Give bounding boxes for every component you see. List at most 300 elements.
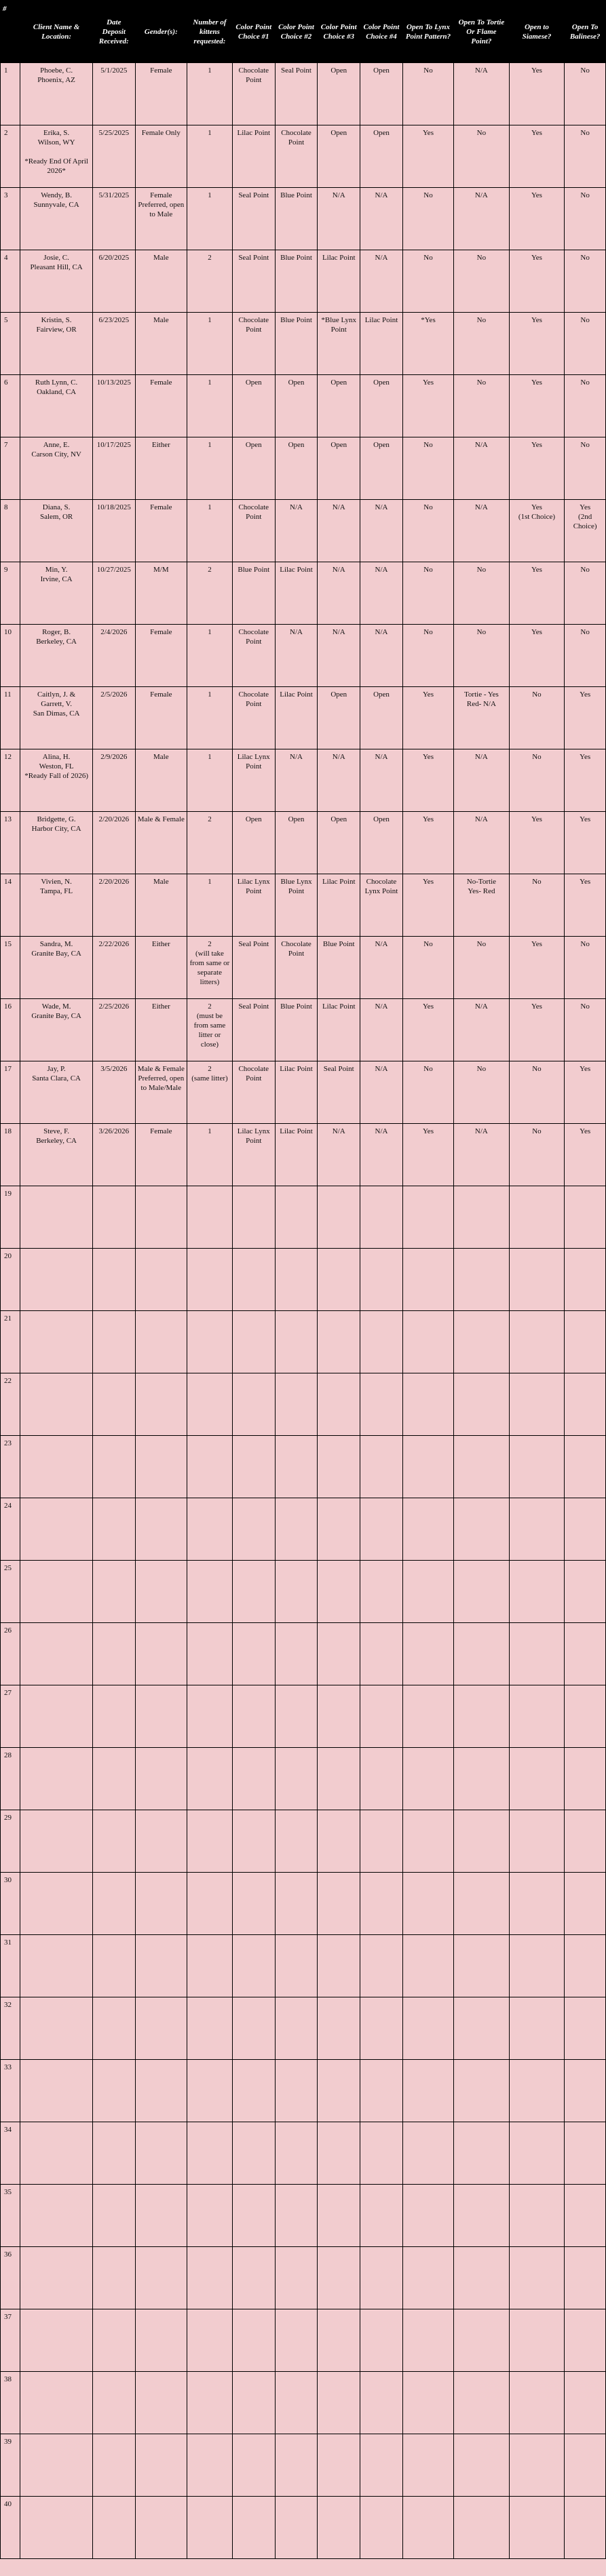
cell-number-of-kittens: [187, 1748, 232, 1810]
cell-open-to-lynx-point: No: [402, 500, 453, 562]
cell-open-to-tortie-flame: [454, 1935, 510, 1997]
cell-open-to-balinese: [565, 1561, 606, 1623]
header-open-to-tortie-flame: Open To Tortie Or Flame Point?: [454, 1, 510, 63]
cell-number-of-kittens: [187, 1249, 232, 1311]
cell-color-point-choice-3: Blue Point: [318, 937, 360, 999]
cell-color-point-choice-3: Open: [318, 437, 360, 500]
cell-number-of-kittens: [187, 2497, 232, 2559]
cell-open-to-lynx-point: [402, 1810, 453, 1873]
cell-color-point-choice-2: Blue Point: [275, 313, 318, 375]
header-color-point-choice-2: Color Point Choice #2: [275, 1, 318, 63]
cell-client-name-location: [20, 2309, 93, 2372]
cell-open-to-balinese: Yes: [565, 749, 606, 812]
cell-date-deposit-received: 2/9/2026: [92, 749, 135, 812]
cell-client-name-location: Steve, F. Berkeley, CA: [20, 1124, 93, 1186]
cell-color-point-choice-1: Seal Point: [232, 999, 275, 1061]
cell-genders: [135, 1498, 187, 1561]
cell-color-point-choice-3: N/A: [318, 625, 360, 687]
table-row: [1, 1810, 606, 1873]
cell-color-point-choice-2: N/A: [275, 749, 318, 812]
cell-color-point-choice-1: Open: [232, 375, 275, 437]
cell-genders: [135, 1748, 187, 1810]
cell-genders: Female: [135, 1124, 187, 1186]
cell-open-to-balinese: [565, 2060, 606, 2122]
cell-open-to-siamese: [509, 1997, 565, 2060]
cell-open-to-siamese: Yes: [509, 313, 565, 375]
cell-date-deposit-received: [92, 1997, 135, 2060]
cell-open-to-lynx-point: No: [402, 562, 453, 625]
cell-open-to-siamese: Yes: [509, 63, 565, 125]
cell-color-point-choice-3: [318, 1935, 360, 1997]
cell-genders: [135, 1997, 187, 2060]
cell-color-point-choice-2: Open: [275, 437, 318, 500]
cell-color-point-choice-4: [360, 1186, 403, 1249]
cell-number-of-kittens: 1: [187, 874, 232, 937]
cell-open-to-balinese: No: [565, 999, 606, 1061]
cell-open-to-lynx-point: [402, 1748, 453, 1810]
cell-row-number: 12: [1, 749, 20, 812]
cell-color-point-choice-4: Chocolate Lynx Point: [360, 874, 403, 937]
cell-row-number: 35: [1, 2185, 20, 2247]
cell-client-name-location: Erika, S. Wilson, WY *Ready End Of April 2026*: [20, 125, 93, 188]
cell-row-number: 2: [1, 125, 20, 188]
cell-color-point-choice-2: [275, 2185, 318, 2247]
cell-row-number: 24: [1, 1498, 20, 1561]
cell-color-point-choice-3: Open: [318, 125, 360, 188]
cell-color-point-choice-2: [275, 1561, 318, 1623]
cell-color-point-choice-4: [360, 1685, 403, 1748]
cell-color-point-choice-3: [318, 1373, 360, 1436]
cell-color-point-choice-3: [318, 1685, 360, 1748]
cell-genders: Female Preferred, open to Male: [135, 188, 187, 250]
cell-number-of-kittens: [187, 1186, 232, 1249]
cell-open-to-tortie-flame: No-Tortie Yes- Red: [454, 874, 510, 937]
table-row: [1, 999, 606, 1061]
cell-client-name-location: [20, 1561, 93, 1623]
cell-number-of-kittens: [187, 1997, 232, 2060]
cell-date-deposit-received: [92, 1186, 135, 1249]
cell-client-name-location: Wendy, B. Sunnyvale, CA: [20, 188, 93, 250]
cell-color-point-choice-2: [275, 1748, 318, 1810]
table-row: [1, 2497, 606, 2559]
cell-open-to-balinese: [565, 2185, 606, 2247]
cell-genders: [135, 2372, 187, 2434]
cell-date-deposit-received: [92, 1498, 135, 1561]
cell-open-to-lynx-point: Yes: [402, 749, 453, 812]
table-row: [1, 437, 606, 500]
cell-color-point-choice-1: [232, 2309, 275, 2372]
cell-row-number: 11: [1, 687, 20, 749]
cell-open-to-siamese: Yes: [509, 188, 565, 250]
cell-open-to-siamese: Yes: [509, 812, 565, 874]
cell-open-to-balinese: [565, 2372, 606, 2434]
table-row: [1, 874, 606, 937]
table-row: [1, 1061, 606, 1124]
table-row: [1, 2122, 606, 2185]
cell-open-to-tortie-flame: N/A: [454, 63, 510, 125]
cell-client-name-location: [20, 1685, 93, 1748]
cell-open-to-balinese: No: [565, 562, 606, 625]
cell-open-to-lynx-point: No: [402, 937, 453, 999]
cell-client-name-location: Kristin, S. Fairview, OR: [20, 313, 93, 375]
cell-row-number: 25: [1, 1561, 20, 1623]
cell-color-point-choice-1: [232, 2434, 275, 2497]
cell-genders: Female Only: [135, 125, 187, 188]
cell-open-to-lynx-point: No: [402, 625, 453, 687]
header-client-name-location: Client Name & Location:: [20, 1, 93, 63]
cell-open-to-siamese: [509, 2434, 565, 2497]
cell-open-to-tortie-flame: [454, 1311, 510, 1373]
cell-color-point-choice-1: Lilac Lynx Point: [232, 874, 275, 937]
cell-date-deposit-received: [92, 2309, 135, 2372]
cell-color-point-choice-1: Chocolate Point: [232, 63, 275, 125]
cell-open-to-tortie-flame: [454, 1186, 510, 1249]
cell-row-number: 16: [1, 999, 20, 1061]
cell-color-point-choice-2: Blue Point: [275, 188, 318, 250]
cell-open-to-siamese: [509, 1561, 565, 1623]
cell-color-point-choice-1: [232, 1623, 275, 1685]
cell-number-of-kittens: [187, 2434, 232, 2497]
cell-open-to-siamese: No: [509, 874, 565, 937]
cell-open-to-lynx-point: [402, 1561, 453, 1623]
cell-color-point-choice-2: Chocolate Point: [275, 937, 318, 999]
cell-color-point-choice-1: Chocolate Point: [232, 1061, 275, 1124]
cell-genders: Male & Female Preferred, open to Male/Male: [135, 1061, 187, 1124]
cell-date-deposit-received: 2/5/2026: [92, 687, 135, 749]
cell-color-point-choice-2: Lilac Point: [275, 1061, 318, 1124]
cell-color-point-choice-4: [360, 2247, 403, 2309]
cell-color-point-choice-3: [318, 1561, 360, 1623]
table-row: [1, 1873, 606, 1935]
cell-open-to-tortie-flame: [454, 1249, 510, 1311]
cell-open-to-balinese: [565, 2497, 606, 2559]
cell-open-to-tortie-flame: [454, 2434, 510, 2497]
cell-genders: [135, 2309, 187, 2372]
cell-open-to-lynx-point: [402, 1186, 453, 1249]
cell-open-to-balinese: Yes (2nd Choice): [565, 500, 606, 562]
cell-client-name-location: Alina, H. Weston, FL *Ready Fall of 2026): [20, 749, 93, 812]
cell-open-to-balinese: [565, 1873, 606, 1935]
cell-open-to-lynx-point: No: [402, 63, 453, 125]
cell-date-deposit-received: [92, 2372, 135, 2434]
cell-row-number: 4: [1, 250, 20, 313]
cell-color-point-choice-3: [318, 2122, 360, 2185]
cell-genders: [135, 2185, 187, 2247]
table-row: [1, 1249, 606, 1311]
cell-client-name-location: [20, 1997, 93, 2060]
cell-genders: Either: [135, 437, 187, 500]
cell-open-to-balinese: No: [565, 188, 606, 250]
cell-date-deposit-received: 6/20/2025: [92, 250, 135, 313]
cell-genders: Either: [135, 999, 187, 1061]
header-color-point-choice-1: Color Point Choice #1: [232, 1, 275, 63]
cell-open-to-tortie-flame: N/A: [454, 500, 510, 562]
cell-color-point-choice-1: Chocolate Point: [232, 500, 275, 562]
cell-color-point-choice-2: Blue Lynx Point: [275, 874, 318, 937]
cell-open-to-tortie-flame: [454, 1436, 510, 1498]
cell-open-to-balinese: Yes: [565, 812, 606, 874]
cell-number-of-kittens: 2: [187, 812, 232, 874]
cell-color-point-choice-3: N/A: [318, 1124, 360, 1186]
cell-color-point-choice-4: [360, 1623, 403, 1685]
cell-open-to-balinese: No: [565, 125, 606, 188]
cell-row-number: 26: [1, 1623, 20, 1685]
cell-date-deposit-received: [92, 1935, 135, 1997]
cell-row-number: 6: [1, 375, 20, 437]
cell-date-deposit-received: 3/26/2026: [92, 1124, 135, 1186]
cell-color-point-choice-1: [232, 1186, 275, 1249]
cell-open-to-siamese: Yes: [509, 125, 565, 188]
cell-color-point-choice-3: [318, 1623, 360, 1685]
table-row: [1, 1561, 606, 1623]
header-row: [1, 1, 606, 63]
cell-color-point-choice-1: [232, 2372, 275, 2434]
cell-number-of-kittens: [187, 1561, 232, 1623]
cell-open-to-tortie-flame: [454, 1748, 510, 1810]
cell-row-number: 1: [1, 63, 20, 125]
cell-color-point-choice-2: [275, 1436, 318, 1498]
cell-date-deposit-received: 2/20/2026: [92, 874, 135, 937]
cell-date-deposit-received: 5/31/2025: [92, 188, 135, 250]
cell-color-point-choice-3: [318, 1436, 360, 1498]
cell-date-deposit-received: [92, 1561, 135, 1623]
cell-color-point-choice-4: [360, 2497, 403, 2559]
cell-client-name-location: Roger, B. Berkeley, CA: [20, 625, 93, 687]
cell-row-number: 23: [1, 1436, 20, 1498]
cell-color-point-choice-3: Open: [318, 375, 360, 437]
cell-open-to-tortie-flame: [454, 2185, 510, 2247]
cell-client-name-location: [20, 1249, 93, 1311]
cell-open-to-siamese: [509, 2309, 565, 2372]
cell-color-point-choice-3: [318, 1249, 360, 1311]
cell-color-point-choice-4: [360, 1935, 403, 1997]
cell-open-to-balinese: [565, 1935, 606, 1997]
cell-color-point-choice-3: Open: [318, 687, 360, 749]
cell-row-number: 36: [1, 2247, 20, 2309]
cell-color-point-choice-3: N/A: [318, 500, 360, 562]
cell-color-point-choice-4: N/A: [360, 500, 403, 562]
cell-open-to-lynx-point: [402, 2185, 453, 2247]
cell-genders: Male: [135, 874, 187, 937]
cell-color-point-choice-3: [318, 2060, 360, 2122]
cell-number-of-kittens: 1: [187, 1124, 232, 1186]
cell-date-deposit-received: [92, 2497, 135, 2559]
cell-color-point-choice-1: Lilac Lynx Point: [232, 749, 275, 812]
cell-number-of-kittens: [187, 1623, 232, 1685]
cell-client-name-location: [20, 1186, 93, 1249]
cell-open-to-tortie-flame: [454, 2309, 510, 2372]
cell-date-deposit-received: 10/13/2025: [92, 375, 135, 437]
cell-color-point-choice-3: [318, 2185, 360, 2247]
cell-open-to-tortie-flame: No: [454, 937, 510, 999]
table-row: [1, 2372, 606, 2434]
cell-color-point-choice-1: [232, 1873, 275, 1935]
cell-genders: [135, 1373, 187, 1436]
cell-number-of-kittens: 1: [187, 437, 232, 500]
header-row-number: #: [1, 1, 20, 63]
cell-color-point-choice-1: [232, 2247, 275, 2309]
cell-color-point-choice-4: [360, 1498, 403, 1561]
cell-open-to-siamese: [509, 1685, 565, 1748]
table-row: [1, 937, 606, 999]
cell-open-to-lynx-point: Yes: [402, 375, 453, 437]
cell-date-deposit-received: [92, 1249, 135, 1311]
cell-color-point-choice-4: N/A: [360, 1124, 403, 1186]
cell-open-to-tortie-flame: [454, 2247, 510, 2309]
cell-color-point-choice-2: [275, 1810, 318, 1873]
cell-number-of-kittens: [187, 1935, 232, 1997]
cell-open-to-balinese: Yes: [565, 1061, 606, 1124]
cell-row-number: 28: [1, 1748, 20, 1810]
cell-open-to-lynx-point: [402, 1436, 453, 1498]
cell-row-number: 30: [1, 1873, 20, 1935]
cell-open-to-lynx-point: [402, 1685, 453, 1748]
table-row: [1, 562, 606, 625]
cell-open-to-siamese: [509, 1498, 565, 1561]
cell-color-point-choice-4: N/A: [360, 625, 403, 687]
cell-color-point-choice-1: [232, 1748, 275, 1810]
header-color-point-choice-4: Color Point Choice #4: [360, 1, 403, 63]
cell-color-point-choice-3: Lilac Point: [318, 999, 360, 1061]
cell-open-to-lynx-point: No: [402, 437, 453, 500]
cell-open-to-tortie-flame: No: [454, 313, 510, 375]
cell-color-point-choice-4: [360, 1748, 403, 1810]
cell-open-to-tortie-flame: No: [454, 125, 510, 188]
cell-genders: [135, 2247, 187, 2309]
cell-open-to-balinese: [565, 1997, 606, 2060]
cell-color-point-choice-3: Open: [318, 812, 360, 874]
cell-row-number: 22: [1, 1373, 20, 1436]
table-row: [1, 313, 606, 375]
cell-date-deposit-received: [92, 1685, 135, 1748]
cell-open-to-lynx-point: [402, 1249, 453, 1311]
cell-color-point-choice-4: Open: [360, 437, 403, 500]
table-row: [1, 687, 606, 749]
cell-open-to-siamese: Yes: [509, 250, 565, 313]
cell-open-to-siamese: Yes: [509, 937, 565, 999]
cell-open-to-balinese: [565, 1748, 606, 1810]
cell-client-name-location: Min, Y. Irvine, CA: [20, 562, 93, 625]
cell-open-to-tortie-flame: N/A: [454, 812, 510, 874]
cell-color-point-choice-1: [232, 1997, 275, 2060]
cell-number-of-kittens: [187, 2185, 232, 2247]
cell-color-point-choice-2: [275, 1311, 318, 1373]
cell-row-number: 39: [1, 2434, 20, 2497]
cell-open-to-balinese: Yes: [565, 687, 606, 749]
cell-open-to-tortie-flame: N/A: [454, 749, 510, 812]
cell-open-to-balinese: [565, 1436, 606, 1498]
cell-color-point-choice-4: N/A: [360, 250, 403, 313]
cell-open-to-tortie-flame: [454, 1997, 510, 2060]
cell-color-point-choice-1: [232, 1311, 275, 1373]
cell-open-to-tortie-flame: N/A: [454, 999, 510, 1061]
cell-color-point-choice-3: [318, 2434, 360, 2497]
cell-number-of-kittens: [187, 1873, 232, 1935]
cell-open-to-lynx-point: No: [402, 188, 453, 250]
cell-date-deposit-received: [92, 2060, 135, 2122]
cell-date-deposit-received: [92, 1748, 135, 1810]
cell-row-number: 29: [1, 1810, 20, 1873]
cell-color-point-choice-2: [275, 1685, 318, 1748]
table-row: [1, 500, 606, 562]
cell-open-to-tortie-flame: [454, 2122, 510, 2185]
cell-color-point-choice-2: [275, 2434, 318, 2497]
cell-color-point-choice-1: [232, 2497, 275, 2559]
cell-color-point-choice-1: Lilac Point: [232, 125, 275, 188]
cell-open-to-siamese: [509, 1623, 565, 1685]
table-row: [1, 1124, 606, 1186]
cell-open-to-tortie-flame: No: [454, 1061, 510, 1124]
cell-color-point-choice-3: [318, 1311, 360, 1373]
cell-color-point-choice-4: Open: [360, 687, 403, 749]
cell-row-number: 10: [1, 625, 20, 687]
cell-number-of-kittens: [187, 1810, 232, 1873]
cell-color-point-choice-2: [275, 2060, 318, 2122]
cell-color-point-choice-4: [360, 1436, 403, 1498]
cell-client-name-location: [20, 1873, 93, 1935]
cell-open-to-tortie-flame: [454, 1685, 510, 1748]
cell-color-point-choice-3: Open: [318, 63, 360, 125]
cell-number-of-kittens: [187, 2309, 232, 2372]
cell-open-to-lynx-point: [402, 1311, 453, 1373]
cell-color-point-choice-2: [275, 2247, 318, 2309]
cell-open-to-balinese: [565, 1373, 606, 1436]
cell-color-point-choice-3: [318, 2247, 360, 2309]
cell-open-to-siamese: No: [509, 749, 565, 812]
table-row: [1, 1436, 606, 1498]
cell-genders: [135, 1935, 187, 1997]
cell-genders: Male: [135, 749, 187, 812]
cell-open-to-siamese: [509, 2122, 565, 2185]
cell-open-to-siamese: [509, 2372, 565, 2434]
cell-color-point-choice-3: *Blue Lynx Point: [318, 313, 360, 375]
cell-client-name-location: [20, 1498, 93, 1561]
cell-genders: [135, 1623, 187, 1685]
cell-open-to-lynx-point: Yes: [402, 125, 453, 188]
cell-client-name-location: [20, 1373, 93, 1436]
cell-color-point-choice-3: [318, 1186, 360, 1249]
cell-number-of-kittens: 1: [187, 375, 232, 437]
cell-color-point-choice-1: Chocolate Point: [232, 625, 275, 687]
cell-color-point-choice-2: [275, 2497, 318, 2559]
cell-row-number: 18: [1, 1124, 20, 1186]
cell-client-name-location: [20, 1935, 93, 1997]
cell-color-point-choice-4: [360, 2060, 403, 2122]
cell-open-to-lynx-point: No: [402, 250, 453, 313]
cell-number-of-kittens: 1: [187, 500, 232, 562]
cell-open-to-siamese: No: [509, 1061, 565, 1124]
cell-color-point-choice-2: N/A: [275, 625, 318, 687]
cell-open-to-lynx-point: [402, 2060, 453, 2122]
cell-client-name-location: Anne, E. Carson City, NV: [20, 437, 93, 500]
cell-color-point-choice-2: [275, 1373, 318, 1436]
cell-client-name-location: [20, 1748, 93, 1810]
cell-number-of-kittens: [187, 1311, 232, 1373]
header-open-to-siamese: Open to Siamese?: [509, 1, 565, 63]
cell-open-to-tortie-flame: [454, 1810, 510, 1873]
cell-open-to-lynx-point: [402, 2247, 453, 2309]
cell-genders: [135, 1311, 187, 1373]
cell-color-point-choice-4: N/A: [360, 999, 403, 1061]
cell-color-point-choice-3: N/A: [318, 749, 360, 812]
cell-color-point-choice-3: [318, 1748, 360, 1810]
cell-open-to-balinese: Yes: [565, 874, 606, 937]
cell-color-point-choice-3: [318, 1873, 360, 1935]
cell-open-to-balinese: No: [565, 375, 606, 437]
cell-genders: Male & Female: [135, 812, 187, 874]
cell-color-point-choice-4: [360, 1311, 403, 1373]
cell-color-point-choice-1: [232, 1810, 275, 1873]
